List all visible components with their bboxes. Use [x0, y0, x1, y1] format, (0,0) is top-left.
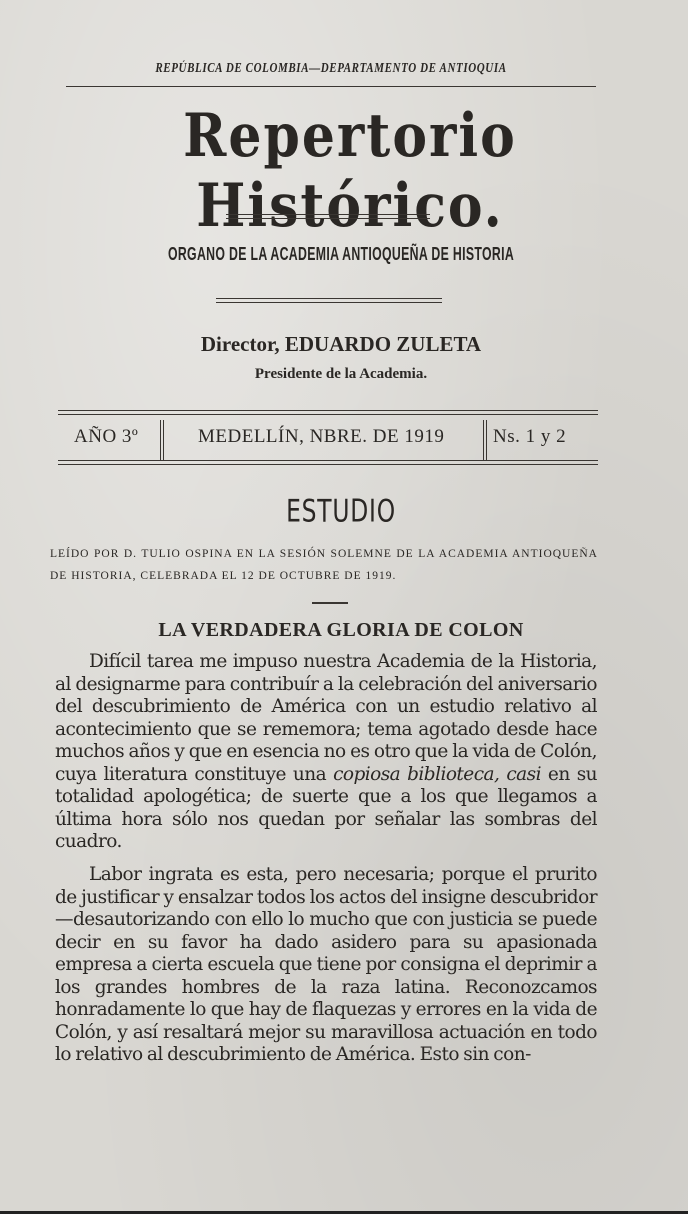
- director-role: Presidente de la Academia.: [254, 366, 428, 382]
- paragraph-1-italic-2: casi: [506, 763, 541, 785]
- info-rule-top-2: [58, 414, 598, 415]
- info-divider-2: [483, 420, 487, 460]
- journal-title: Repertorio Histórico.: [183, 100, 517, 242]
- info-rule-bottom-1: [58, 460, 598, 461]
- issue-place-date: MEDELLÍN, NBRE. DE 1919: [198, 426, 445, 447]
- republic-line: REPÚBLICA DE COLOMBIA—DEPARTAMENTO DE ANTIOQUIA: [155, 60, 507, 76]
- section-separator: [312, 602, 348, 604]
- paragraph-1-part-a: Difícil tarea me impuso nuestra Academia de la Historia, al designarme para contribuír a la celebración del aniversario del descubrimiento de América con un estudio relativo al acontecimiento que se rememora; tema agotado desde hace muchos años y que en esencia no es otro que la vida de Colón, cuya literatura constituye una: [55, 651, 597, 785]
- article-heading: ESTUDIO: [286, 493, 396, 530]
- section-title: LA VERDADERA GLORIA DE COLON: [158, 619, 524, 641]
- organ-rule-top: [216, 298, 442, 299]
- paragraph-1: [55, 651, 597, 854]
- info-rule-bottom-2: [58, 464, 598, 465]
- paragraph-1-part-c: en su totalidad apologética; de suerte que a los que llegamos a última hora sólo nos quedan por señalar las sombras del cuadro.: [55, 763, 597, 852]
- organ-rule-bottom: [216, 302, 442, 303]
- article-subtitle: LEÍDO POR D. TULIO OSPINA EN LA SESIÓN SOLEMNE DE LA ACADEMIA ANTIOQUEÑA DE HISTORIA, CELEBRADA EL 12 DE OCTUBRE DE 1919.: [50, 548, 598, 582]
- issue-year: AÑO 3º: [74, 426, 139, 447]
- title-rule-bottom: [226, 218, 430, 219]
- paragraph-1-italic-1: copiosa biblioteca,: [333, 763, 500, 785]
- issue-number: Ns. 1 y 2: [493, 426, 567, 447]
- director-line: Director, EDUARDO ZULETA: [200, 332, 482, 356]
- title-rule-top: [226, 214, 430, 215]
- organ-line: ORGANO DE LA ACADEMIA ANTIOQUEÑA DE HISTORIA: [167, 244, 515, 265]
- paragraph-2: Labor ingrata es esta, pero necesaria; porque el prurito de justificar y ensalzar todos los actos del insigne descubridor—desautorizando con ello lo mucho que con justicia se puede decir en su favor ha dado asidero para su apasionada empresa a cierta escuela que tiene por consigna el deprimir a los grandes hombres de la raza latina. Reconozcamos honradamente lo que hay de flaquezas y errores en la vida de Colón, y así resaltará mejor su maravillosa actuación en todo lo relativo al descubrimiento de América. Esto sin con-: [55, 864, 597, 1065]
- info-divider-1: [160, 420, 164, 460]
- info-rule-top-1: [58, 410, 598, 411]
- header-rule: [66, 86, 596, 87]
